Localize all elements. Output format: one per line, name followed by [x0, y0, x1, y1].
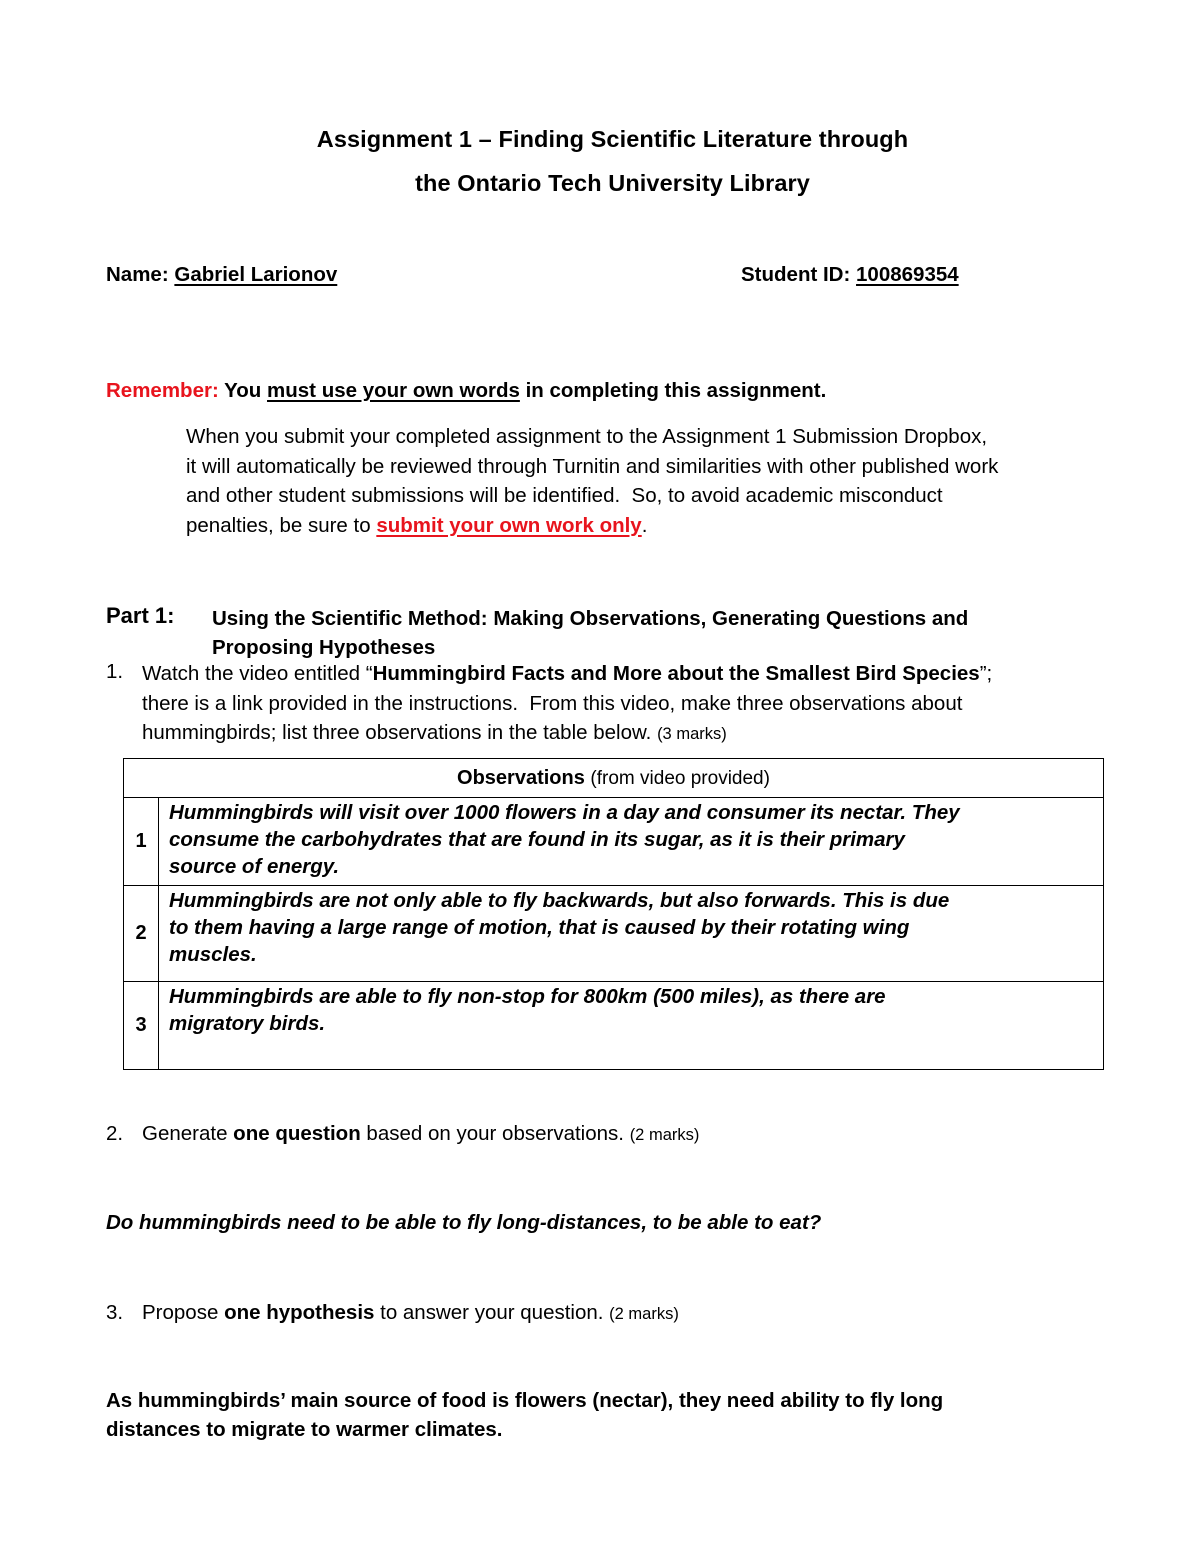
reminder-para-line-1: When you submit your completed assignment to the Assignment 1 Submission Dropbox, — [186, 425, 988, 448]
q1-marks: (3 marks) — [657, 725, 727, 743]
q3-answer-line-1: As hummingbirds’ main source of food is flowers (nectar), they need ability to fly long — [106, 1389, 944, 1412]
reminder-text-after: in completing this assignment. — [519, 379, 827, 402]
part1-label: Part 1: — [106, 603, 175, 628]
q1-number: 1. — [106, 660, 124, 683]
name-row — [106, 263, 337, 287]
observation-number: 2 — [124, 886, 159, 982]
q1-video-title: Hummingbird Facts and More about the Smallest Bird Species — [372, 662, 980, 685]
reminder-para-line-4-after: . — [641, 513, 648, 537]
page-title-line-2: the Ontario Tech University Library — [415, 170, 810, 196]
q3-marks: (2 marks) — [609, 1305, 679, 1323]
observation-line: to them having a large range of motion, that is caused by their rotating wing — [169, 916, 910, 939]
q2-text — [142, 1122, 699, 1146]
reminder-paragraph — [186, 422, 998, 540]
observation-text — [159, 886, 1104, 982]
q1-line-1-after: ”; — [979, 662, 993, 685]
table-row — [124, 798, 1104, 886]
name-label: Name: — [106, 263, 169, 286]
q1-line-3-text: hummingbirds; list three observations in the table below. — [142, 721, 652, 744]
observations-table-header — [124, 759, 1104, 798]
reminder-para-line-3: and other student submissions will be identified. So, to avoid academic misconduct — [186, 484, 943, 507]
observation-line: Hummingbirds are able to fly non-stop for 800km (500 miles), as there are — [169, 985, 886, 1008]
submit-own-work-emphasis: submit your own work only — [376, 513, 642, 537]
q3-after: to answer your question. — [374, 1301, 604, 1324]
reminder-para-line-4 — [186, 511, 998, 541]
reminder-para-line-4-before: penalties, be sure to — [186, 513, 377, 537]
q1-text — [142, 659, 992, 750]
observation-line: Hummingbirds are not only able to fly backwards, but also forwards. This is due — [169, 889, 950, 912]
q3-answer-line-2: distances to migrate to warmer climates. — [106, 1418, 503, 1441]
part1-heading — [212, 604, 968, 662]
page-title-line-1: Assignment 1 – Finding Scientific Literature through — [316, 126, 909, 152]
reminder-text-before: You — [218, 379, 268, 402]
observation-line: muscles. — [169, 943, 257, 966]
observations-header-bold: Observations — [457, 766, 585, 789]
q3-number: 3. — [106, 1301, 124, 1324]
table-row — [124, 886, 1104, 982]
q2-number: 2. — [106, 1122, 124, 1145]
observations-header-rest: (from video provided) — [590, 767, 770, 789]
part1-heading-line-2: Proposing Hypotheses — [212, 636, 436, 659]
student-id-label: Student ID: — [741, 263, 851, 286]
student-id-value: 100869354 — [856, 263, 959, 286]
name-value: Gabriel Larionov — [174, 263, 338, 286]
q2-answer: Do hummingbirds need to be able to fly long-distances, to be able to eat? — [106, 1211, 822, 1234]
observation-text — [159, 982, 1104, 1070]
observation-line: Hummingbirds will visit over 1000 flowers in a day and consumer its nectar. They — [169, 801, 960, 824]
part1-heading-line-1: Using the Scientific Method: Making Observations, Generating Questions and — [212, 607, 969, 630]
reminder-line — [106, 379, 826, 403]
student-id-row — [741, 263, 959, 287]
q3-bold: one hypothesis — [224, 1301, 375, 1324]
q2-after: based on your observations. — [360, 1122, 624, 1145]
q1-line-2: there is a link provided in the instructions. From this video, make three observations about — [142, 691, 963, 715]
q1-line-1 — [142, 659, 992, 689]
q2-before: Generate — [142, 1122, 234, 1145]
reminder-label: Remember: — [106, 379, 219, 402]
observation-text — [159, 798, 1104, 886]
observations-table — [123, 758, 1104, 1070]
q1-line-1-before: Watch the video entitled “ — [142, 662, 373, 685]
observation-line: source of energy. — [169, 855, 340, 878]
q2-marks: (2 marks) — [629, 1126, 700, 1144]
q3-before: Propose — [142, 1301, 225, 1324]
reminder-own-words: must use your own words — [267, 379, 520, 402]
table-row — [124, 982, 1104, 1070]
q2-bold: one question — [233, 1122, 361, 1145]
reminder-para-line-2: it will automatically be reviewed through Turnitin and similarities with other published work — [186, 454, 999, 478]
q3-text — [142, 1301, 679, 1325]
observation-line: migratory birds. — [169, 1012, 326, 1035]
observation-number: 3 — [124, 982, 159, 1070]
observation-number: 1 — [124, 798, 159, 886]
observation-line: consume the carbohydrates that are found in its sugar, as it is their primary — [169, 828, 905, 851]
q3-answer — [106, 1386, 943, 1444]
q1-line-3 — [142, 718, 992, 750]
